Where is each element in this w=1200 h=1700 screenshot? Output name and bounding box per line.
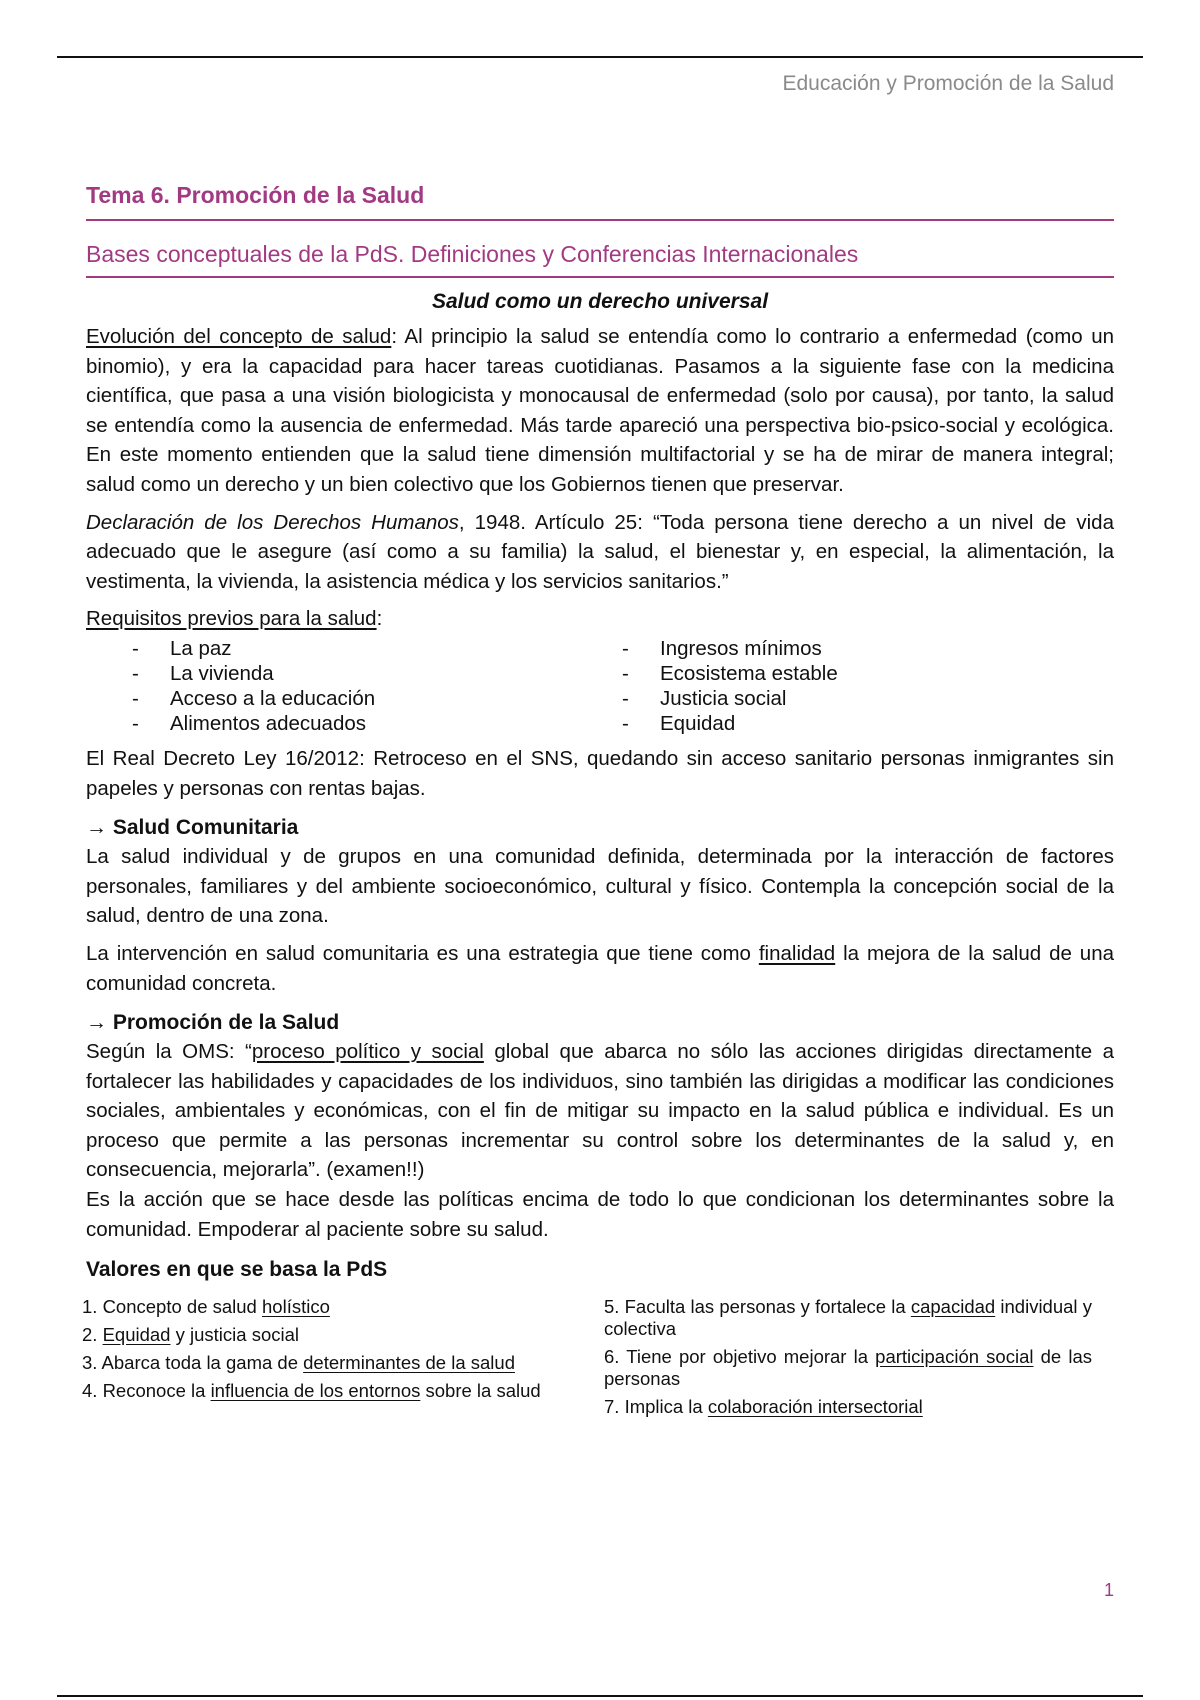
list-item: 5. Faculta las personas y fortalece la capacidad individual y colectiva	[604, 1296, 1092, 1340]
evolucion-label: Evolución del concepto de salud	[86, 325, 392, 348]
list-item: 3. Abarca toda la gama de determinantes de la salud	[82, 1352, 515, 1374]
list-item: - Ecosistema estable	[622, 661, 838, 685]
valores-list-right	[604, 1296, 1092, 1424]
list-item: - Justicia social	[622, 686, 787, 710]
salud-comunitaria-p1: La salud individual y de grupos en una comunidad definida, determinada por la interacción de factores personales, familiares y del ambiente socioeconómico, cultural y físico. Contempla la concepción social de la salud, dentro de una zona.	[86, 845, 1114, 928]
page-content	[82, 176, 1115, 1424]
requisitos-colon: :	[376, 607, 383, 631]
requisitos-list-right	[622, 636, 1112, 736]
promocion-p1: Según la OMS: “proceso político y social global que abarca no sólo las acciones dirigidas directamente a fortalecer las habilidades y capacidades de los individuos, sino también las dirigidas a modificar las condiciones sociales, ambientales y económicas, con el fin de mitigar su impacto en la salud pública e individual. Es un proceso que permite a las personas incrementar su control sobre los determinantes de la salud y, en consecuencia, mejorarla”. (examen!!)	[86, 1040, 1115, 1182]
bottom-rule	[57, 1695, 1143, 1697]
list-item: 6. Tiene por objetivo mejorar la participación social de las personas	[604, 1346, 1092, 1390]
running-header: Educación y Promoción de la Salud	[782, 72, 1114, 95]
section-title: Bases conceptuales de la PdS. Definiciones y Conferencias Internacionales	[86, 221, 1114, 278]
list-item: - La paz	[132, 636, 232, 660]
real-decreto-paragraph: El Real Decreto Ley 16/2012: Retroceso en el SNS, quedando sin acceso sanitario personas inmigrantes sin papeles y personas con rentas bajas.	[86, 746, 1114, 800]
list-item: 4. Reconoce la influencia de los entornos sobre la salud	[82, 1380, 541, 1402]
list-item: - Equidad	[622, 711, 736, 735]
declaracion-title: Declaración de los Derechos Humanos	[86, 510, 459, 534]
requisitos-label-line	[86, 604, 1114, 634]
requisitos-lists	[86, 636, 1114, 736]
page-number: 1	[1103, 1580, 1114, 1600]
salud-comunitaria-p2: La intervención en salud comunitaria es una estrategia que tiene como finalidad la mejora de la salud de una comunidad concreta.	[86, 941, 1115, 995]
salud-comunitaria-heading: → Salud Comunitaria	[86, 816, 299, 840]
valores-list-left	[82, 1296, 570, 1424]
chapter-title: Tema 6. Promoción de la Salud	[86, 176, 1114, 221]
declaracion-text: , 1948. Artículo 25: “Toda persona tiene derecho a un nivel de vida adecuado que le asegure (así como a su familia) la salud, el bienestar y, en especial, la alimentación, la vestimenta, la vivienda, la asistencia médica y los servicios sanitarios.”	[86, 510, 1114, 593]
evolucion-paragraph	[86, 322, 1114, 500]
list-item: - Alimentos adecuados	[132, 711, 367, 735]
valores-title: Valores en que se basa la PdS	[86, 1258, 388, 1282]
requisitos-label: Requisitos previos para la salud	[86, 607, 377, 631]
promocion-heading: → Promoción de la Salud	[86, 1011, 340, 1035]
list-item: 1. Concepto de salud holístico	[82, 1296, 330, 1318]
list-item: - Acceso a la educación	[132, 686, 376, 710]
promocion-p2: Es la acción que se hace desde las políticas encima de todo lo que condicionan los determinantes sobre la comunidad. Empoderar al paciente sobre su salud.	[86, 1188, 1114, 1241]
list-item: 2. Equidad y justicia social	[82, 1324, 299, 1346]
subsection-title: Salud como un derecho universal	[431, 290, 769, 313]
list-item: 7. Implica la colaboración intersectorial	[604, 1396, 923, 1418]
list-item: - La vivienda	[132, 661, 274, 685]
evolucion-text: : Al principio la salud se entendía como lo contrario a enfermedad (como un binomio), y era la capacidad para hacer tareas cuotidianas. Pasamos a la siguiente fase con la medicina científica, que pasa a una visión biologicista y monocausal de enfermedad (solo por causa), por tanto, la salud se entendía como la ausencia de enfermedad. Más tarde apareció una perspectiva bio-psico-social y ecológica. En este momento entienden que la salud tiene dimensión multifactorial y se ha de mirar de manera integral; salud como un derecho y un bien colectivo que los Gobiernos tienen que preservar.	[86, 325, 1114, 496]
list-item: - Ingresos mínimos	[622, 636, 822, 660]
declaracion-paragraph	[86, 508, 1114, 597]
requisitos-list-left	[86, 636, 622, 736]
top-rule	[57, 56, 1143, 58]
valores-columns	[82, 1296, 1092, 1424]
